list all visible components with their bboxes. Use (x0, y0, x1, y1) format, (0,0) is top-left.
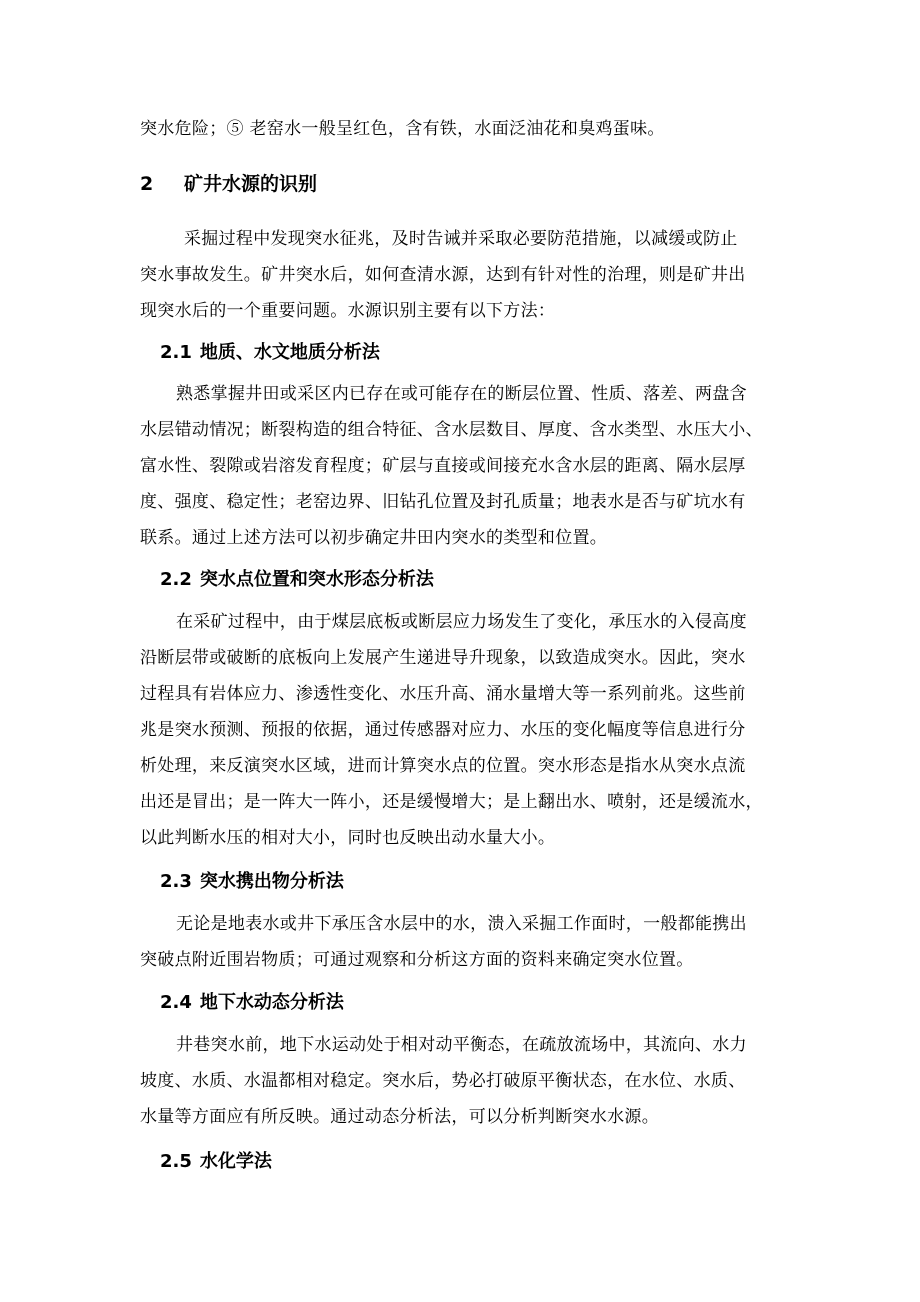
paragraph-line: 联系。通过上述方法可以初步确定井田内突水的类型和位置。 (140, 528, 608, 548)
subsection-number: 2.4 (160, 992, 192, 1013)
subsection-title: 地质、水文地质分析法 (199, 342, 380, 363)
paragraph-line: 熟悉掌握井田或采区内已存在或可能存在的断层位置、性质、落差、两盘含 (176, 384, 747, 404)
subsection-number: 2.5 (160, 1151, 192, 1172)
paragraph-line: 突水事故发生。矿井突水后，如何查清水源，达到有针对性的治理，则是矿井出 (140, 265, 746, 285)
subsection-number: 2.3 (160, 871, 192, 892)
paragraph-line: 现突水后的一个重要问题。水源识别主要有以下方法： (140, 301, 556, 321)
subsection-title: 水化学法 (199, 1151, 272, 1172)
paragraph-line: 富水性、裂隙或岩溶发育程度；矿层与直接或间接充水含水层的距离、隔水层厚 (140, 456, 746, 476)
paragraph-line: 出还是冒出；是一阵大一阵小，还是缓慢增大；是上翻出水、喷射，还是缓流水， (140, 792, 763, 812)
section-number: 2 (140, 173, 154, 195)
intro-line: 突水危险；⑤ 老窑水一般呈红色，含有铁，水面泛油花和臭鸡蛋味。 (140, 119, 665, 139)
paragraph-line: 兆是突水预测、预报的依据，通过传感器对应力、水压的变化幅度等信息进行分 (140, 720, 746, 740)
paragraph-line: 突破点附近围岩物质；可通过观察和分析这方面的资料来确定突水位置。 (140, 950, 694, 970)
paragraph-line: 在采矿过程中，由于煤层底板或断层应力场发生了变化，承压水的入侵高度 (176, 612, 747, 632)
subsection-title: 突水携出物分析法 (199, 871, 344, 892)
subsection-number: 2.1 (160, 342, 192, 363)
paragraph-line: 采掘过程中发现突水征兆，及时告诫并采取必要防范措施，以减缓或防止 (184, 229, 738, 249)
subsection-title: 突水点位置和突水形态分析法 (199, 569, 434, 590)
section-heading-2 (140, 171, 317, 197)
subsection-heading-2-2 (160, 567, 434, 593)
paragraph-line: 坡度、水质、水温都相对稳定。突水后，势必打破原平衡状态，在水位、水质、 (140, 1071, 746, 1091)
paragraph-line: 度、强度、稳定性；老窑边界、旧钻孔位置及封孔质量；地表水是否与矿坑水有 (140, 492, 746, 512)
paragraph-line: 析处理，来反演突水区域，进而计算突水点的位置。突水形态是指水从突水点流 (140, 756, 746, 776)
paragraph-line: 井巷突水前，地下水运动处于相对动平衡态，在疏放流场中，其流向、水力 (176, 1035, 747, 1055)
subsection-number: 2.2 (160, 569, 192, 590)
section-title: 矿井水源的识别 (184, 173, 318, 195)
paragraph-line: 以此判断水压的相对大小，同时也反映出动水量大小。 (140, 828, 556, 848)
subsection-heading-2-4 (160, 990, 344, 1016)
paragraph-line: 过程具有岩体应力、渗透性变化、水压升高、涌水量增大等一系列前兆。这些前 (140, 684, 746, 704)
paragraph-line: 水层错动情况；断裂构造的组合特征、含水层数目、厚度、含水类型、水压大小、 (140, 420, 763, 440)
paragraph-line: 无论是地表水或井下承压含水层中的水，溃入采掘工作面时，一般都能携出 (176, 914, 747, 934)
subsection-heading-2-3 (160, 869, 344, 895)
paragraph-line: 水量等方面应有所反映。通过动态分析法，可以分析判断突水水源。 (140, 1107, 659, 1127)
subsection-heading-2-1 (160, 340, 380, 366)
subsection-heading-2-5 (160, 1149, 272, 1175)
subsection-title: 地下水动态分析法 (199, 992, 344, 1013)
paragraph-line: 沿断层带或破断的底板向上发展产生递进导升现象，以致造成突水。因此，突水 (140, 648, 746, 668)
